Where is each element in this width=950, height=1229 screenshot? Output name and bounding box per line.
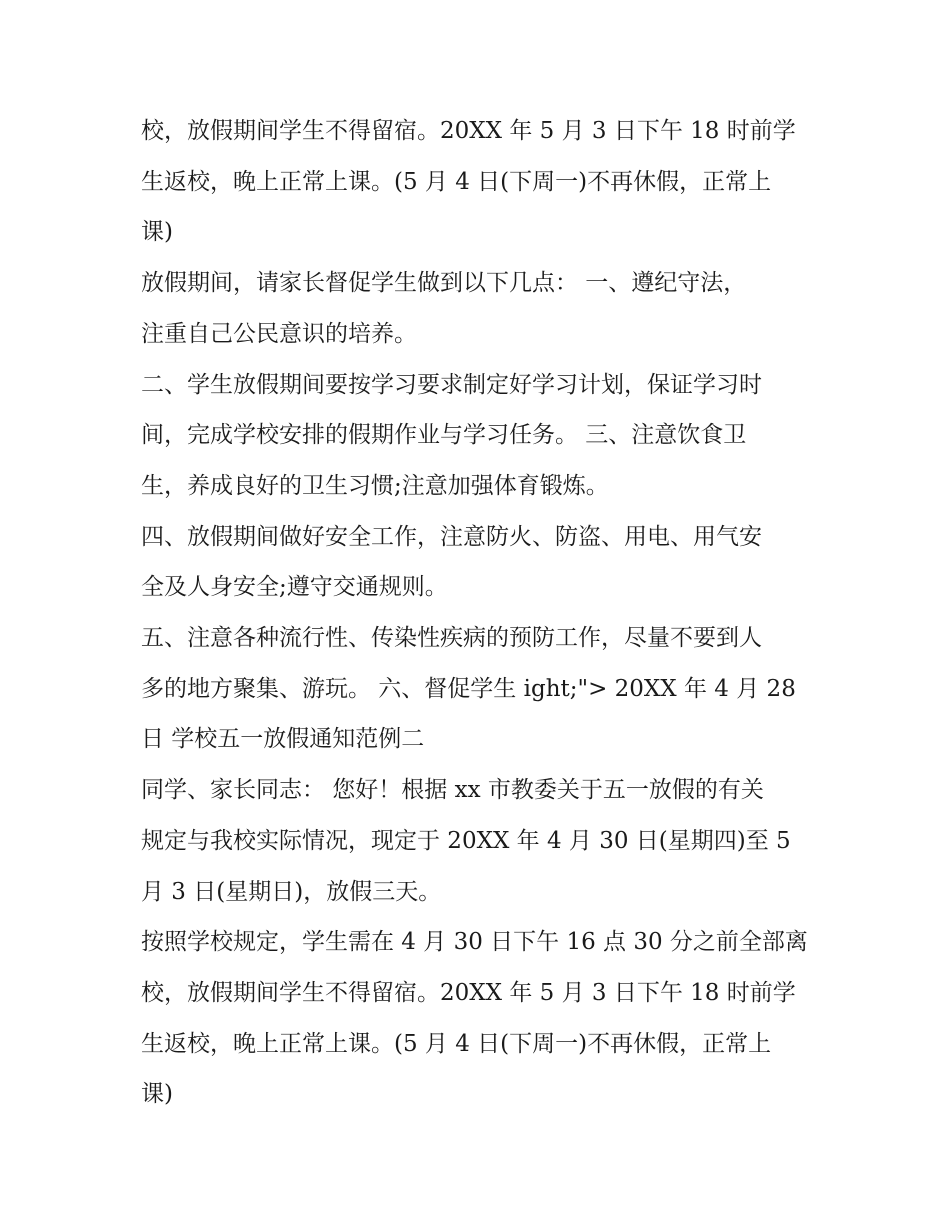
text-line: 多的地方聚集、游玩。 六、督促学生 ight;"> 20XX 年 4 月 28 (141, 675, 796, 702)
text-line: 课) (141, 219, 173, 246)
text-line: 日 学校五一放假通知范例二 (141, 726, 425, 753)
document-body (141, 106, 821, 1120)
text-line: 二、学生放假期间要按学习要求制定好学习计划，保证学习时 (141, 371, 762, 398)
text-line: 月 3 日(星期日)，放假三天。 (141, 878, 442, 905)
text-line: 同学、家长同志： 您好！根据 xx 市教委关于五一放假的有关 (141, 777, 764, 804)
text-line: 校，放假期间学生不得留宿。20XX 年 5 月 3 日下午 18 时前学 (141, 979, 796, 1006)
paragraph-disease-prevention (141, 613, 821, 765)
text-line: 生，养成良好的卫生习惯;注意加强体育锻炼。 (141, 472, 609, 499)
paragraph-study-plan (141, 360, 821, 512)
text-line: 按照学校规定，学生需在 4 月 30 日下午 16 点 30 分之前全部离 (141, 929, 808, 956)
text-line: 间，完成学校安排的假期作业与学习任务。 三、注意饮食卫 (141, 422, 747, 449)
paragraph-leave-schedule (141, 917, 821, 1120)
text-line: 课) (141, 1081, 173, 1108)
text-line: 校，放假期间学生不得留宿。20XX 年 5 月 3 日下午 18 时前学 (141, 118, 796, 144)
text-line: 生返校，晚上正常上课。(5 月 4 日(下周一)不再休假，正常上 (141, 168, 772, 195)
paragraph-parent-instructions (141, 258, 821, 359)
paragraph-return-schedule (141, 106, 821, 258)
text-line: 五、注意各种流行性、传染性疾病的预防工作，尽量不要到人 (141, 625, 762, 652)
text-line: 全及人身安全;遵守交通规则。 (141, 574, 448, 601)
paragraph-greeting (141, 765, 821, 917)
text-line: 规定与我校实际情况，现定于 20XX 年 4 月 30 日(星期四)至 5 (141, 827, 791, 854)
text-line: 注重自己公民意识的培养。 (141, 320, 417, 347)
paragraph-safety (141, 512, 821, 613)
text-line: 放假期间，请家长督促学生做到以下几点： 一、遵纪守法， (141, 270, 747, 297)
text-line: 生返校，晚上正常上课。(5 月 4 日(下周一)不再休假，正常上 (141, 1030, 772, 1057)
text-line: 四、放假期间做好安全工作，注意防火、防盗、用电、用气安 (141, 523, 762, 550)
